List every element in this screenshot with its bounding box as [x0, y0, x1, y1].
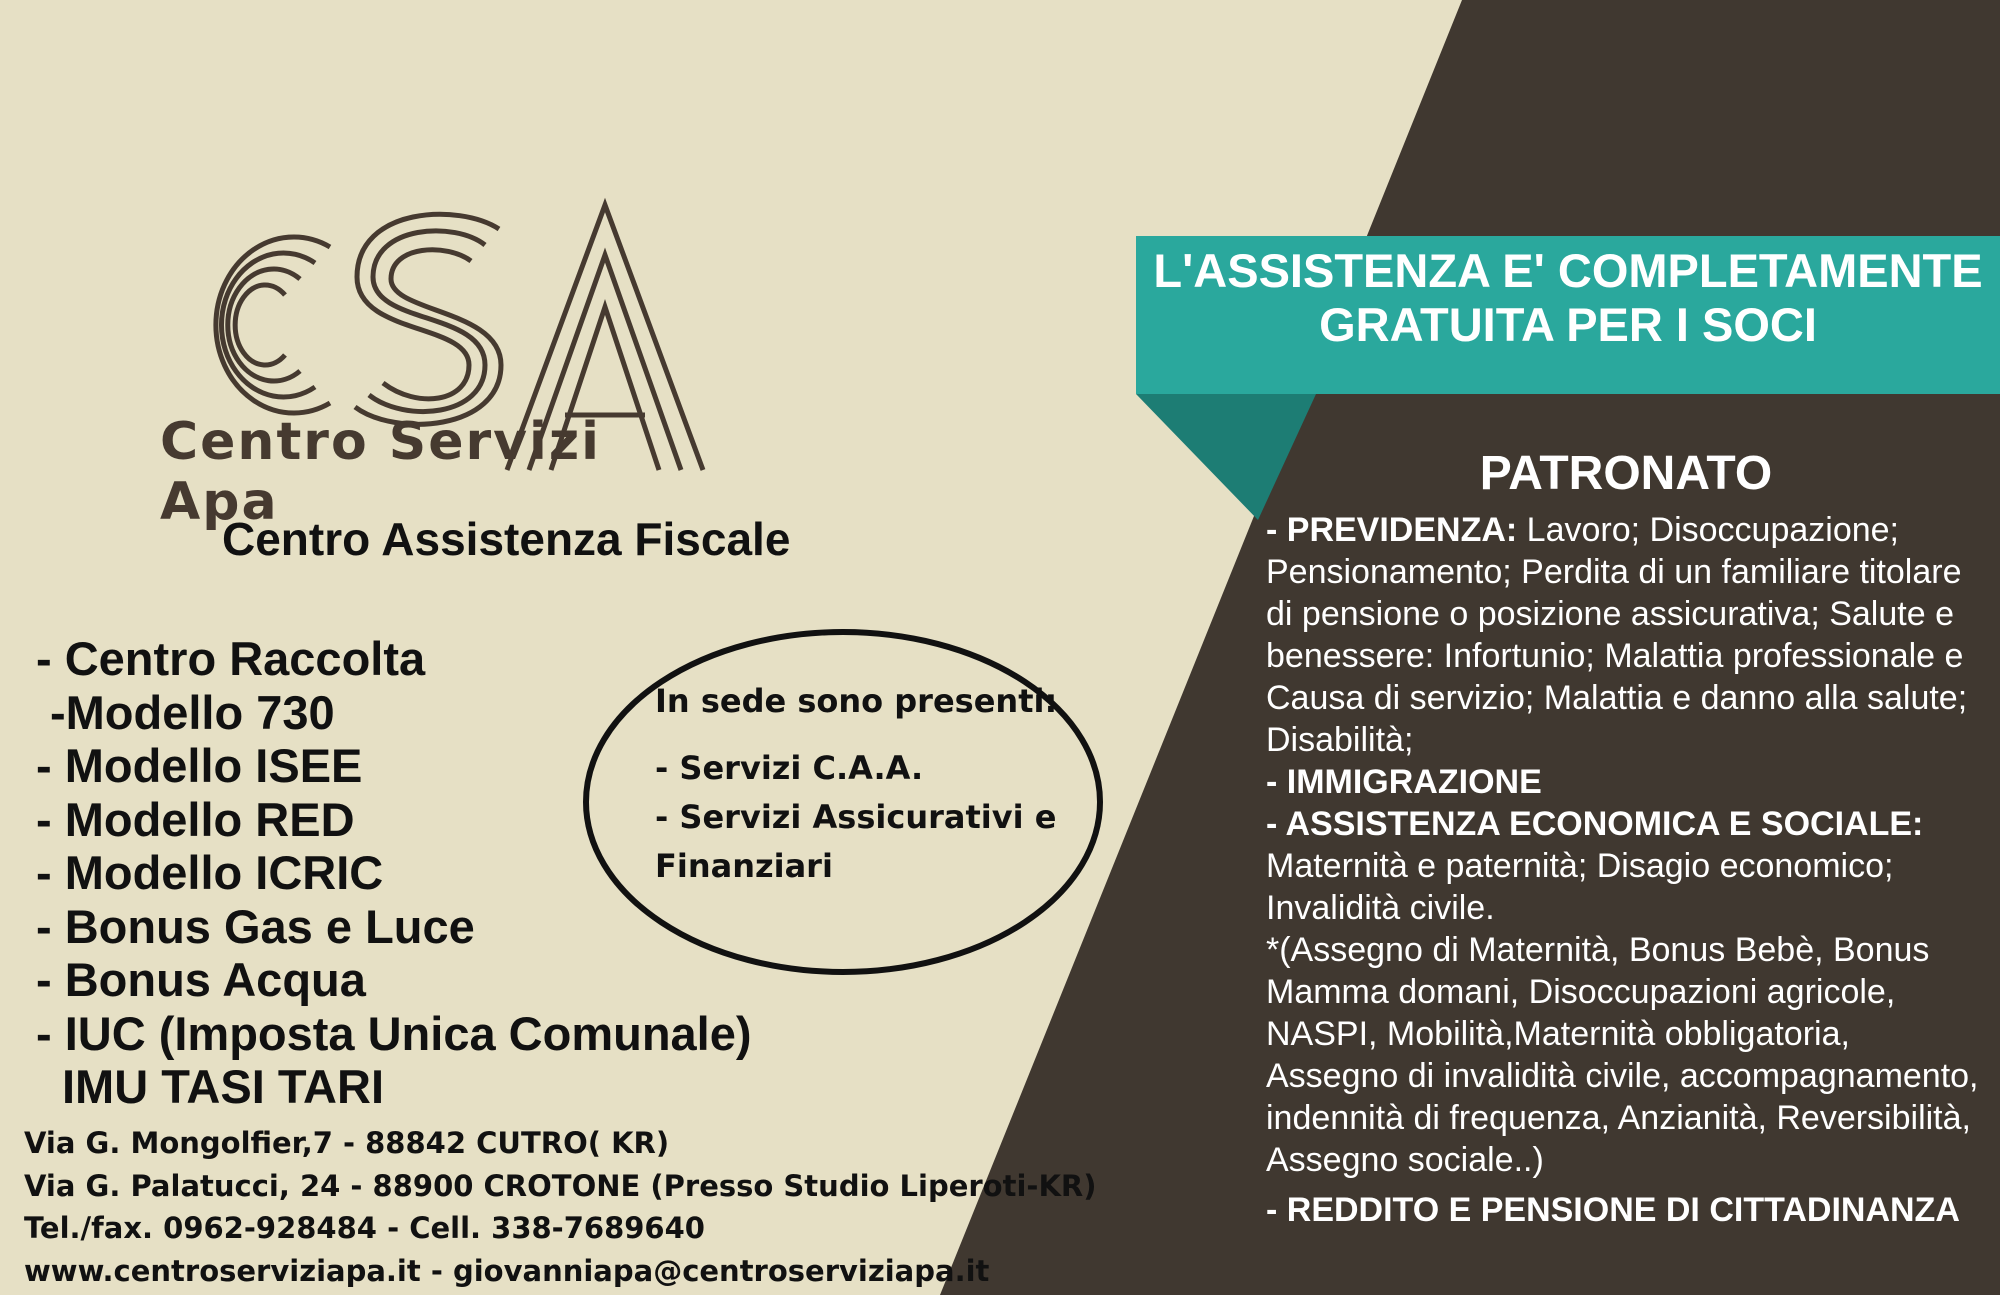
- services-list: [36, 632, 752, 1114]
- assistenza-heading: - ASSISTENZA ECONOMICA E SOCIALE:: [1266, 805, 1924, 843]
- contact-info: [24, 1122, 1097, 1292]
- in-sede-item: - Servizi Assicurativi e: [655, 798, 1057, 836]
- service-item: - Modello RED: [36, 792, 355, 846]
- banner-line-2: GRATUITA PER I SOCI: [1319, 298, 1817, 351]
- service-item: - Modello ISEE: [36, 739, 363, 792]
- web-email-line[interactable]: www.centroserviziapa.it - giovanniapa@centroserviziapa.it: [24, 1253, 990, 1288]
- logo-subtitle: Centro Servizi Apa: [160, 412, 601, 532]
- service-item: - Bonus Gas e Luce: [36, 899, 475, 953]
- caf-title: Centro Assistenza Fiscale: [222, 513, 791, 565]
- assistenza-note: *(Assegno di Maternità, Bonus Bebè, Bonus Mamma domani, Disoccupazioni agricole, NASPI, Mobilità,Maternità obbligatoria, Assegno di invalidità civile, accompagnamento, indennità di frequenza, Anzianità, Reversibilità, Assegno sociale..): [1266, 931, 1979, 1179]
- service-item: -Modello 730: [50, 685, 335, 739]
- service-item: - Modello ICRIC: [36, 846, 384, 899]
- in-sede-item: Finanziari: [655, 847, 833, 885]
- service-item: - Bonus Acqua: [36, 953, 366, 1006]
- patronato-title: PATRONATO: [1479, 447, 1773, 500]
- phone-line: Tel./fax. 0962-928484 - Cell. 338-7689640: [24, 1211, 705, 1245]
- assistenza-text: Maternità e paternità; Disagio economico; Invalidità civile.: [1266, 847, 1894, 927]
- service-item: IMU TASI TARI: [62, 1060, 385, 1113]
- previdenza-label: - PREVIDENZA:: [1266, 511, 1518, 549]
- in-sede-box: [655, 682, 1075, 891]
- address-crotone: Via G. Palatucci, 24 - 88900 CROTONE (Presso Studio Liperoti-KR): [24, 1168, 1097, 1203]
- immigrazione-heading: - IMMIGRAZIONE: [1266, 763, 1542, 801]
- previdenza-paragraph: [1266, 509, 1986, 761]
- in-sede-item: - Servizi C.A.A.: [655, 749, 924, 787]
- service-item: - IUC (Imposta Unica Comunale): [36, 1006, 752, 1060]
- address-cutro: Via G. Mongolfier,7 - 88842 CUTRO( KR): [24, 1126, 670, 1160]
- in-sede-heading: In sede sono presenti:: [655, 682, 1058, 720]
- service-item: - Centro Raccolta: [36, 632, 426, 685]
- reddito-heading: - REDDITO E PENSIONE DI CITTADINANZA: [1266, 1191, 1960, 1229]
- banner-text: [1136, 244, 2000, 352]
- patronato-section: [1266, 446, 1986, 1230]
- previdenza-text: Lavoro; Disoccupazione; Pensionamento; Perdita di un familiare titolare di pensione o posizione assicurativa; Salute e benessere: Infortunio; Malattia professionale e Causa di servizio; Malattia e danno alla salute; Disabilità;: [1266, 511, 1968, 759]
- banner-line-1: L'ASSISTENZA E' COMPLETAMENTE: [1153, 244, 1983, 297]
